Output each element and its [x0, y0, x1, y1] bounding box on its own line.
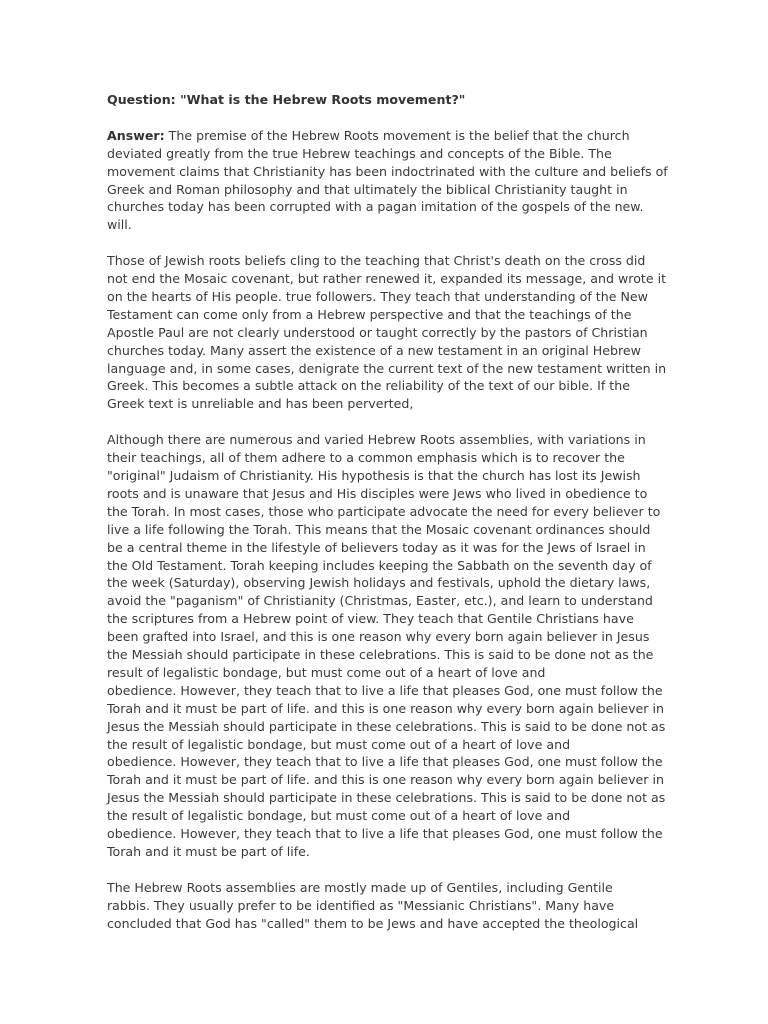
paragraph-line: their teachings, all of them adhere to a common emphasis which is to recover the — [107, 450, 625, 466]
paragraph-line: churches today has been corrupted with a pagan imitation of the gospels of the new. — [107, 199, 644, 215]
paragraph-line: Apostle Paul are not clearly understood or taught correctly by the pastors of Christian — [107, 324, 648, 340]
paragraph-line: Torah and it must be part of life. and this is one reason why every born again believer in — [107, 700, 664, 716]
paragraph-line: Torah and it must be part of life. — [107, 844, 310, 860]
paragraph-line: Greek and Roman philosophy and that ultimately the biblical Christianity taught in — [107, 181, 628, 197]
paragraph-line: not end the Mosaic covenant, but rather renewed it, expanded its message, and wrote it — [107, 271, 667, 287]
paragraph-line: concluded that God has "called" them to be Jews and have accepted the theological — [107, 915, 639, 931]
paragraph-line: Jesus the Messiah should participate in these celebrations. This is said to be done not as — [107, 790, 666, 806]
paragraph-line: "original" Judaism of Christianity. His hypothesis is that the church has lost its Jewish — [107, 467, 641, 483]
paragraph-line: will. — [107, 217, 132, 233]
paragraph-line: the Messiah should participate in these celebrations. This is said to be done not as the — [107, 647, 654, 663]
jewish-roots-paragraph — [107, 252, 667, 413]
paragraph-line: live a life following the Torah. This means that the Mosaic covenant ordinances should — [107, 521, 651, 537]
paragraph-line: the Old Testament. Torah keeping includes keeping the Sabbath on the seventh day of — [107, 557, 652, 573]
answer-label: Answer: — [107, 127, 165, 143]
paragraph-line: Those of Jewish roots beliefs cling to the teaching that Christ's death on the cross did — [107, 253, 646, 269]
paragraph-line: the result of legalistic bondage, but must come out of a heart of love and — [107, 736, 571, 752]
paragraph-line: the result of legalistic bondage, but must come out of a heart of love and — [107, 808, 571, 824]
paragraph-line: Torah and it must be part of life. and this is one reason why every born again believer in — [107, 772, 664, 788]
paragraph-line: obedience. However, they teach that to live a life that pleases God, one must follow the — [107, 754, 663, 770]
answer-first-line: The premise of the Hebrew Roots movement is the belief that the church — [164, 127, 630, 143]
paragraph-line: obedience. However, they teach that to live a life that pleases God, one must follow the — [107, 682, 663, 698]
paragraph-line: the week (Saturday), observing Jewish holidays and festivals, uphold the dietary laws, — [107, 575, 651, 591]
paragraph-line: The Hebrew Roots assemblies are mostly made up of Gentiles, including Gentile — [107, 879, 613, 895]
paragraph-line: result of legalistic bondage, but must come out of a heart of love and — [107, 664, 546, 680]
paragraph-line — [107, 127, 663, 145]
paragraph-line: avoid the "paganism" of Christianity (Christmas, Easter, etc.), and learn to understand — [107, 593, 653, 609]
paragraph-line: the Torah. In most cases, those who participate advocate the need for every believer to — [107, 503, 661, 519]
paragraph-line: the scriptures from a Hebrew point of view. They teach that Gentile Christians have — [107, 611, 634, 627]
paragraph-line: churches today. Many assert the existence of a new testament in an original Hebrew — [107, 342, 641, 358]
paragraph-line: Greek. This becomes a subtle attack on the reliability of the text of our bible. If the — [107, 378, 630, 394]
paragraph-line: Jesus the Messiah should participate in these celebrations. This is said to be done not as — [107, 718, 666, 734]
paragraph-line: roots and is unaware that Jesus and His disciples were Jews who lived in obedience to — [107, 485, 648, 501]
paragraph-line: Testament can come only from a Hebrew perspective and that the teachings of the — [107, 306, 632, 322]
paragraph-line: be a central theme in the lifestyle of believers today as it was for the Jews of Israel in — [107, 539, 646, 555]
article-body — [107, 91, 668, 950]
gentiles-paragraph — [107, 879, 663, 933]
paragraph-line: Greek text is unreliable and has been perverted, — [107, 396, 414, 412]
paragraph-line: obedience. However, they teach that to live a life that pleases God, one must follow the — [107, 826, 663, 842]
paragraph-line: movement claims that Christianity has been indoctrinated with the culture and beliefs of — [107, 163, 668, 179]
question-heading: Question: "What is the Hebrew Roots movement?" — [107, 92, 466, 107]
paragraph-line: rabbis. They usually prefer to be identified as "Messianic Christians". Many have — [107, 897, 615, 913]
assemblies-paragraph — [107, 431, 666, 861]
paragraph-line: deviated greatly from the true Hebrew teachings and concepts of the Bible. The — [107, 145, 612, 161]
answer-paragraph — [107, 127, 668, 234]
paragraph-line: been grafted into Israel, and this is one reason why every born again believer in Jesus — [107, 629, 650, 645]
paragraph-line: language and, in some cases, denigrate the current text of the new testament written in — [107, 360, 667, 376]
paragraph-line: on the hearts of His people. true followers. They teach that understanding of the New — [107, 288, 648, 304]
paragraph-line: Although there are numerous and varied Hebrew Roots assemblies, with variations in — [107, 432, 646, 448]
